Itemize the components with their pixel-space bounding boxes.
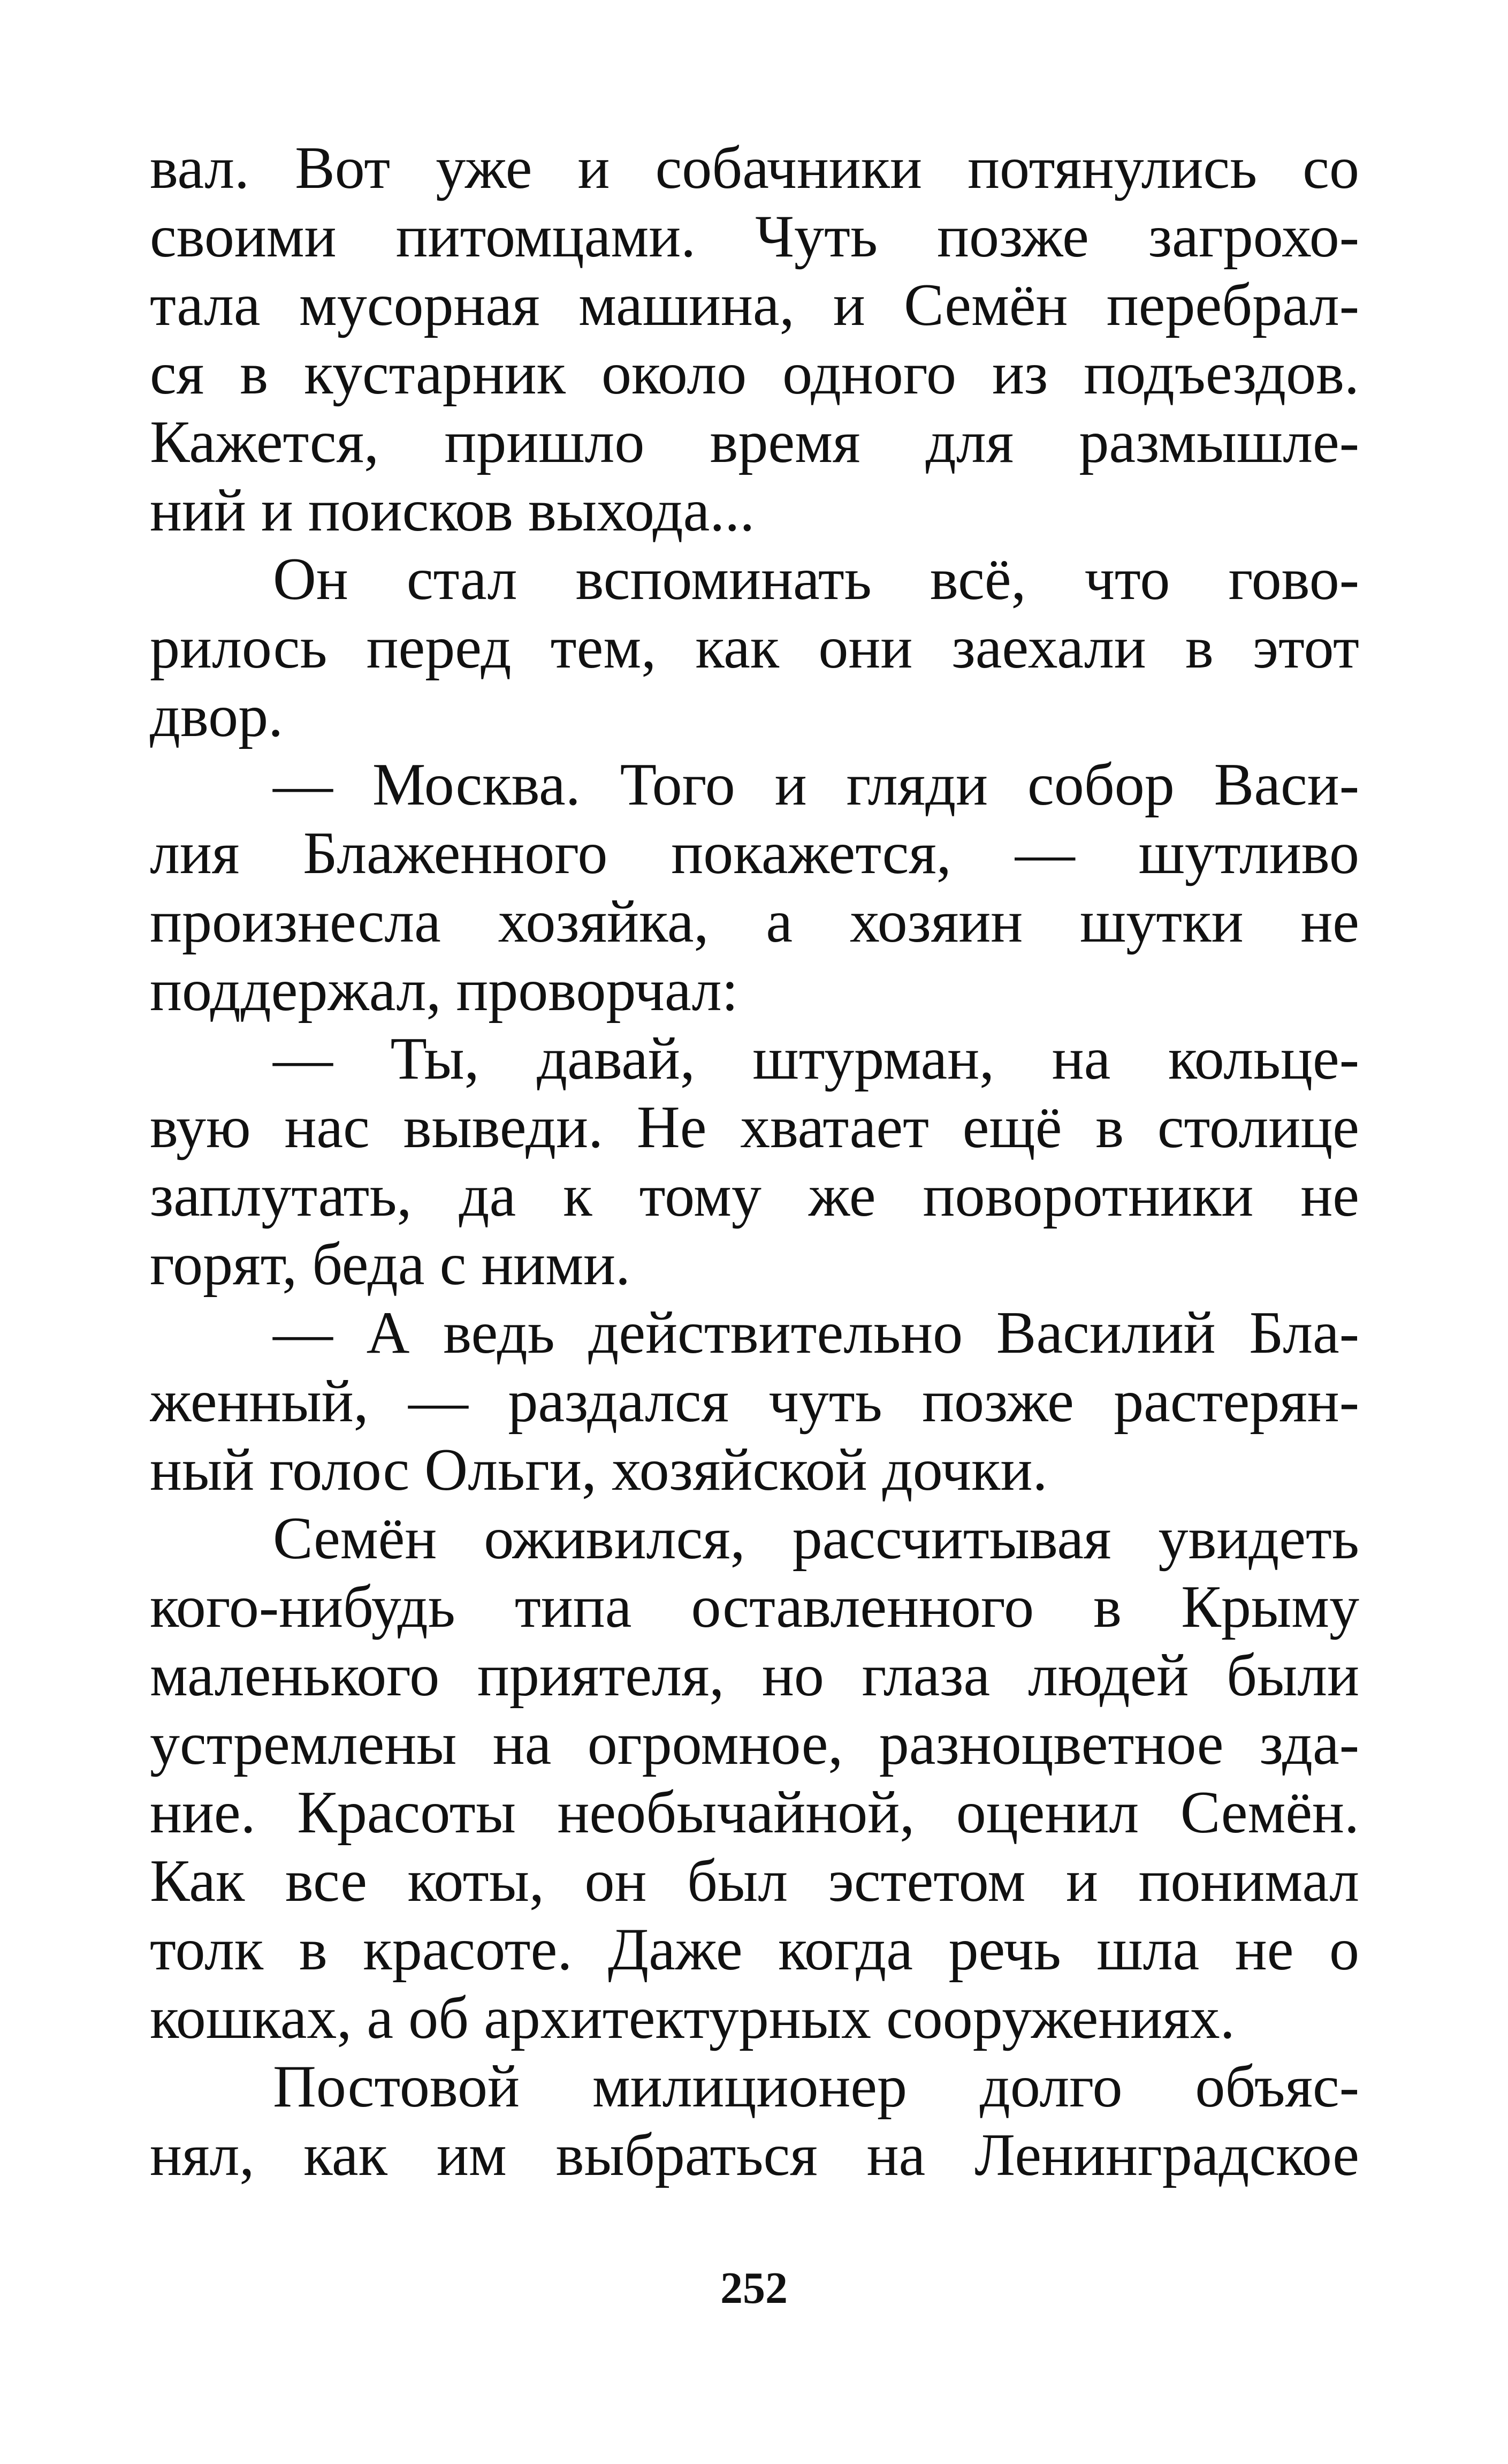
text-line: своими питомцами. Чуть позже загрохо-	[150, 203, 1359, 270]
paragraph-start-line: Семён оживился, рассчитывая увидеть	[273, 1505, 1359, 1572]
text-line: произнесла хозяйка, а хозяин шутки не	[150, 889, 1359, 955]
text-line: толк в красоте. Даже когда речь шла не о	[150, 1916, 1359, 1983]
text-line: поддержал, проворчал:	[150, 957, 738, 1023]
text-line: заплутать, да к тому же поворотники не	[150, 1163, 1359, 1229]
text-line: Как все коты, он был эстетом и понимал	[150, 1848, 1359, 1914]
paragraph-start-line: Он стал вспоминать всё, что гово-	[273, 546, 1359, 612]
paragraph-start-line: — А ведь действительно Василий Бла-	[273, 1300, 1359, 1366]
text-line: Кажется, пришло время для размышле-	[150, 409, 1359, 475]
text-line: маленького приятеля, но глаза людей были	[150, 1642, 1359, 1709]
text-line: двор.	[150, 683, 284, 749]
text-line: вую нас выведи. Не хватает ещё в столице	[150, 1094, 1359, 1161]
text-line: тала мусорная машина, и Семён перебрал-	[150, 272, 1359, 338]
text-line: ние. Красоты необычайной, оценил Семён.	[150, 1779, 1359, 1846]
text-line: нял, как им выбраться на Ленинградское	[150, 2122, 1359, 2188]
paragraph-start-line: — Ты, давай, штурман, на кольце-	[273, 1026, 1359, 1092]
text-line: вал. Вот уже и собачники потянулись со	[150, 135, 1359, 201]
text-line: кого-нибудь типа оставленного в Крыму	[150, 1574, 1359, 1640]
text-line: ся в кустарник около одного из подъездов.	[150, 340, 1359, 407]
body-text	[150, 134, 1359, 2189]
page-number: 252	[720, 2263, 788, 2313]
text-line: рилось перед тем, как они заехали в этот	[150, 615, 1359, 681]
text-line: лия Блаженного покажется, — шутливо	[150, 820, 1359, 886]
text-line: горят, беда с ними.	[150, 1231, 631, 1298]
text-line: устремлены на огромное, разноцветное зда-	[150, 1711, 1359, 1777]
paragraph-start-line: — Москва. Того и гляди собор Васи-	[273, 752, 1359, 818]
text-line: ний и поисков выхода...	[150, 477, 755, 544]
text-line: женный, — раздался чуть позже растерян-	[150, 1368, 1359, 1435]
text-line: кошках, а об архитектурных сооружениях.	[150, 1985, 1235, 2051]
paragraph-start-line: Постовой милиционер долго объяс-	[273, 2053, 1359, 2120]
text-line: ный голос Ольги, хозяйской дочки.	[150, 1437, 1048, 1503]
